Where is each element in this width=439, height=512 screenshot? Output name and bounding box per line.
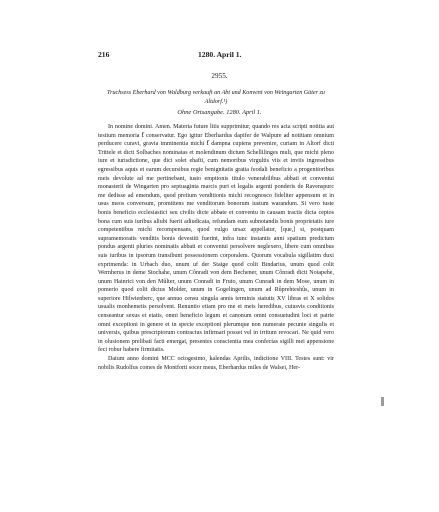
page-number: 216: [98, 50, 110, 59]
margin-mark: [381, 397, 384, 406]
document-number: 2955.: [211, 72, 228, 80]
running-header: [98, 50, 334, 62]
header-date: 1280. April 1.: [198, 50, 242, 59]
body-paragraph: In nomine domini. Amen. Materia future litis supprimitur, quando res acta scripti notitia aut testium memoria ẜ conservatur. Ego igitur Eberhardus dapifer de Walpure ad notitiam omnium perducere curavi, gravia imminentia michi ẜ dampna cupiens prevenire, curiam in Altorf dicti Trittele et dicti Solbaches nominatas et molendinum dictum Schellilinges muli, que michi pleno iure et iurisdictione, que dici solet ehafti, cum nemoribus virgultis viis et inviis ingressibus egressibus aquis et earum decursibus regie benignitatis gratia feodali beneficio a progenitoribus meis devolute ad me pertinebant, iusto emptionis titulo venerabilibus abbati et conventui monasterii de Wingarten pro septuaginta marcis puri et legalis argenti ponderis de Ravenspurc me dedisse ad emendum, quod pretium venditionis michi recognosco fideliter appensum et in usus meos conversum, promittens me venditorum bonorum iustum warandum. Si vero iuste bonis beneficio ecclesiastici seu civilis dicte abbate et conventu in causam tractis dicta ceptos bona cum suis iuribus aliubi fuerit adiudicata, refundam eum subnotandis bonis proprietatis iure competentibus michi recompensans, quod vulgo ursaz appellatur, [que,] si, postquam supramemoratis venditis bonis devestiti fuerint, infra tunc instantis anni spatium predictum pondus argenti pluries nominatis abbati et conventui persolvere neglexero, libere cum omnibus suis iuribus in ipsorum transibunt possessionem corporalem. Quorum vocabula sigillatim duxi exprimenda: in Urbach duo, unum uf der Staige quod colit Bindarius, unum quod colit Wernherus in deme Stochahe, unum Cônradi von dem Bechener, unum Cônradi dicti Notapehe, unum Hainrici von den Mûlter, unum Conradi in Fruto, unum Cunradi in dem Mose, unum in pomerio quod colit dictus Molder, unum in Gogelingen, unum ad Rûprehteshûs, unum in superiore Hilwienberc, que annuo censu singula annis terminis statutis XV libras et X solidos usualis monhemetis persolvent. Renuntio etiam pro me et meis heredibus, cuiusvis conditionis censeantur sexus et etatis, omni beneficio legum et canonum omni consuetudini loci et patrie omni exceptioni in genere et in specie exceptioni plerumque non numerate pecunie singulis et universis, quibus prescriptorum contractus infirmari posset vel in irritum revocari. Ne quid vero in olusionem prelibati facti emergat, presentes conscientia mea confectas sigilli mei appensione feci robur habere firmitatis.: [98, 124, 334, 354]
source-line: Ohne Ortsangabe. 1280. April 1.: [177, 109, 262, 116]
body-paragraph: Datum anno domini MCC octogesimo, kalendas Aprilis, indictione VIII. Testes sunt: vir nobilis Rudolfus comes de Montforti socer meus, Eberhardus miles de Walsei, Her-: [98, 356, 334, 371]
document-body: [98, 123, 334, 372]
document-regest: Truchsess Eberhard von Waldburg verkauft an Abt und Konvent von Weingarten Güter zu Altdorf.¹): [107, 90, 325, 105]
